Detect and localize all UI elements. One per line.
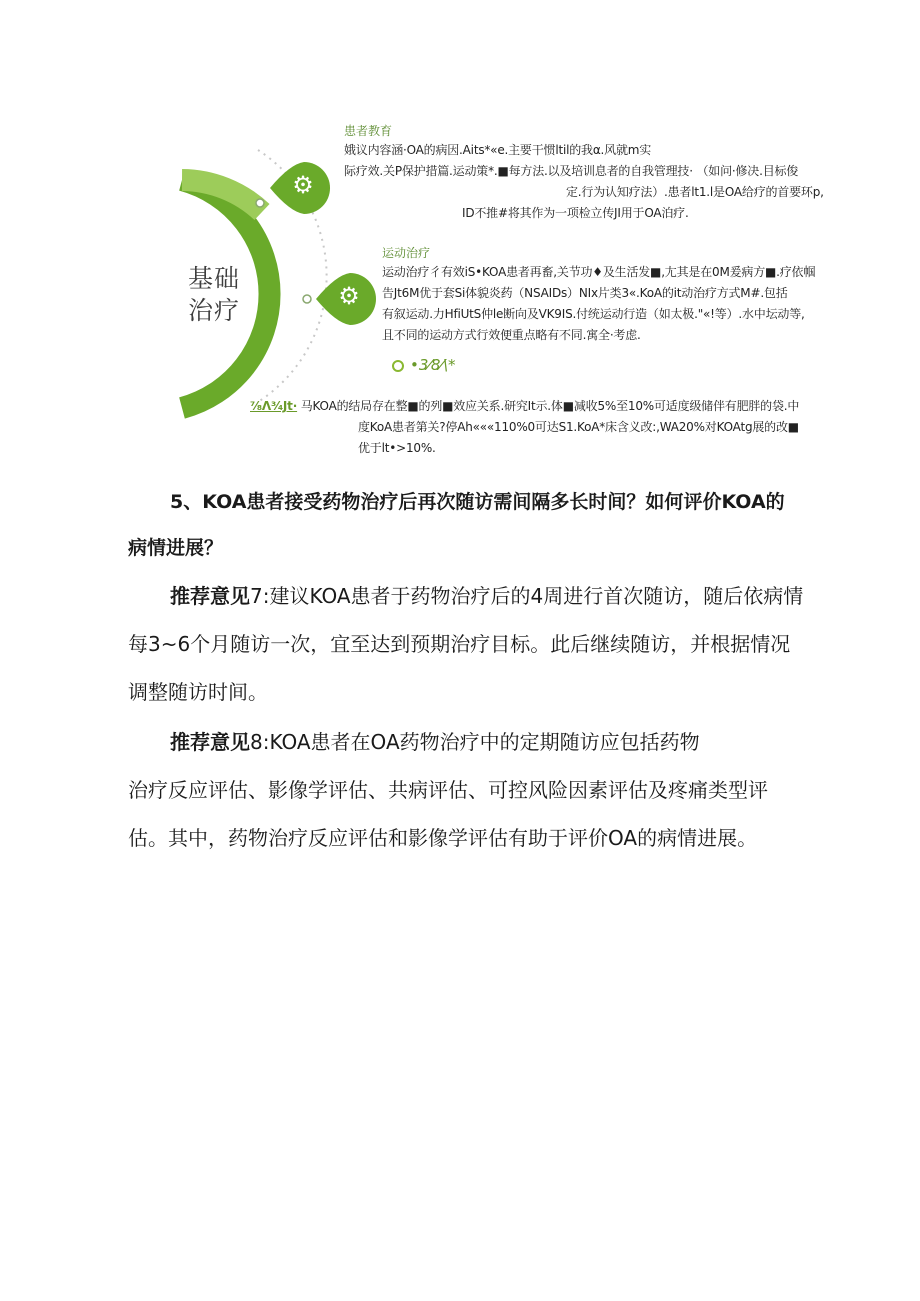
connector-dot-bottom: [303, 295, 311, 303]
question-line: 5、KOA患者接受药物治疗后再次随访需间隔多长时间？如何评价KOA的: [170, 491, 785, 513]
exercise-label: 运动治疗: [382, 246, 431, 260]
recommendation-7: [128, 572, 803, 716]
weight-line: [250, 396, 799, 417]
weight-label: ⁷⁄₈Λ³⁄₄Jt·: [250, 399, 298, 413]
rec8-line-text: 8:KOA患者在OA药物治疗中的定期随访应包括药物: [250, 730, 700, 754]
connector-dot-top: [256, 199, 264, 207]
figure-graphic: [0, 0, 920, 460]
foundation-therapy-figure: [0, 0, 920, 460]
weight-line: 优于lt•>10%.: [358, 441, 436, 455]
question-heading: [170, 478, 785, 526]
rec7-line: 每3~6个月随访一次，宜至达到预期治疗目标。此后继续随访，并根据情况: [128, 632, 791, 656]
weight-line-text: 马KOA的结局存在整■的列■效应关系.研究It示.体■减收5%至10%可适度级储伴有肥胖的袋.中: [300, 399, 800, 413]
question-line: 病情进展？: [128, 537, 224, 559]
education-line: 定.行为认知疗法）.患者lt1.l是OA给疗的首要环p,: [566, 185, 824, 199]
exercise-line: 有叙运动.力HfiUtS仲le断向及VK9IS.付统运动行造（如太极."«!等）.水中坛动等,: [382, 307, 805, 321]
weight-line: 度KoA患者第关?停Ah«««110%0可达S1.KoA*床含义改:,WA20%对KOAtg展的改■: [358, 420, 799, 434]
center-title-line: 治疗: [188, 296, 241, 325]
misc-mark-text: •3⁄8⁄\*: [410, 356, 456, 374]
education-label: 患者教育: [344, 124, 393, 138]
center-title: [188, 263, 240, 327]
weight-block: [250, 396, 799, 459]
rec8-lead: 推荐意见: [170, 730, 250, 754]
rec7-line-text: 7:建议KOA患者于药物治疗后的4周进行首次随访，随后依病情: [250, 584, 804, 608]
gear-icon: ⚙: [338, 282, 360, 310]
gear-icon: ⚙: [292, 171, 314, 199]
rec7-line: 调整随访时间。: [128, 680, 268, 704]
exercise-line: 运动治疗彳有效iS•KOA患者再畜,关节功♦及生活发■,尢其是在0M爰病方■.疗依帼: [382, 265, 816, 279]
education-text: [344, 140, 824, 224]
exercise-line: 且不同的运动方式行效便重点略有不同.寓全·考虑.: [382, 328, 641, 342]
misc-mark: [392, 356, 456, 374]
center-title-line: 基础: [188, 264, 241, 293]
education-line: ID不推#将其作为一项检立传JI用于OA泊疗.: [462, 206, 689, 220]
rec8-line: [128, 718, 768, 766]
rec7-lead: 推荐意见: [170, 584, 250, 608]
exercise-line: 告Jt6M优于套Si体貌炎药（NSAIDs）NIx片类3«.KoA的it动治疗方式M#.包括: [382, 286, 788, 300]
rec8-line: 治疗反应评估、影像学评估、共病评估、可控风险因素评估及疼痛类型评: [128, 778, 768, 802]
recommendation-8: [128, 718, 768, 862]
exercise-text: [382, 262, 815, 346]
rec7-line: [128, 572, 803, 620]
rec8-line: 估。其中，药物治疗反应评估和影像学评估有助于评价OA的病情进展。: [128, 826, 758, 850]
ring-icon: [392, 360, 404, 372]
education-line: 娥议内容涵·OA的病因.Aits*«e.主要干惯ltil的我α.风就m实: [344, 143, 652, 157]
education-line: 际疗效.关P保护措篇.运动策*.■每方法.以及培训息者的自我管理技· （如问·修决.目标俊: [344, 164, 799, 178]
